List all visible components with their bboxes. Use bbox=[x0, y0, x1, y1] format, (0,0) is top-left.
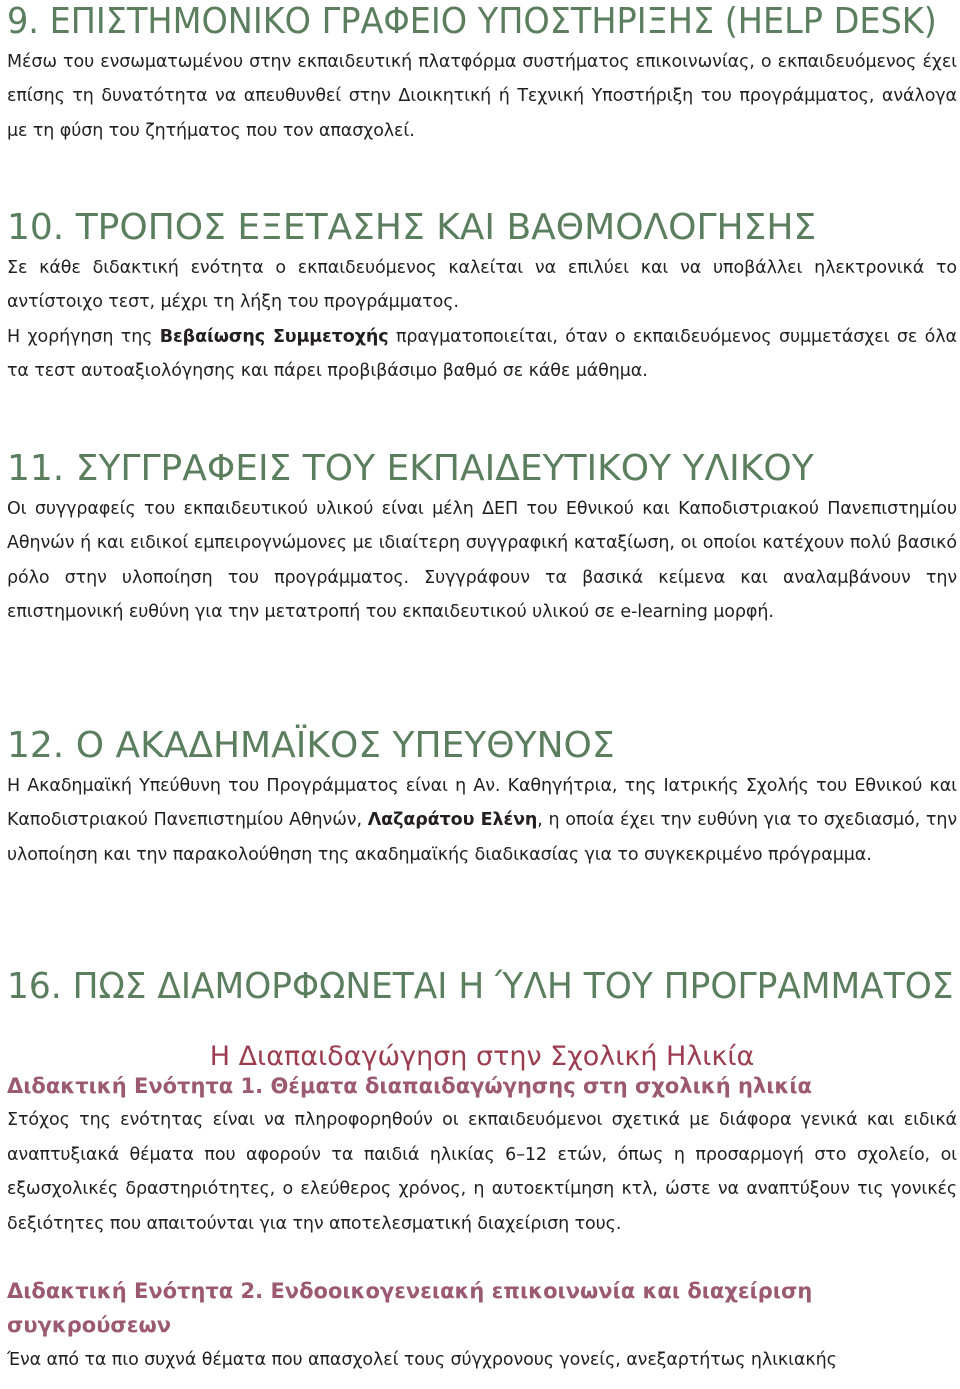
section-authors bbox=[7, 447, 957, 630]
document-page bbox=[7, 0, 957, 1389]
section-heading: 10. ΤΡΟΠΟΣ ΕΞΕΤΑΣΗΣ ΚΑΙ ΒΑΘΜΟΛΟΓΗΣΗΣ bbox=[7, 207, 817, 248]
section-heading: 9. ΕΠΙΣΤΗΜΟΝΙΚΟ ΓΡΑΦΕΙΟ ΥΠΟΣΤΗΡΙΞΗΣ (HELP DESK) bbox=[7, 1, 937, 42]
supervisor-name: Λαζαράτου Ελένη bbox=[367, 810, 538, 831]
certificate-term: Βεβαίωσης Συμμετοχής bbox=[159, 326, 389, 347]
section-paragraph: Μέσω του ενσωματωμένου στην εκπαιδευτική πλατφόρμα συστήματος επικοινωνίας, ο εκπαιδευόμενος έχει επίσης τη δυνατότητα να απευθυνθεί στην Διοικητική ή Τεχνική Υποστήριξη του προγράμματος, ανάλογα με τη φύση του ζητήματος που τον απασχολεί. bbox=[7, 52, 957, 141]
section-exam-grading bbox=[7, 206, 957, 389]
section-paragraph: Σε κάθε διδακτική ενότητα ο εκπαιδευόμενος καλείται να επιλύει και να υποβάλλει ηλεκτρονικά το αντίστοιχο τεστ, μέχρι τη λήξη του προγράμματος. bbox=[7, 258, 957, 313]
unit-1-text: Στόχος της ενότητας είναι να πληροφορηθούν οι εκπαιδευόμενοι σχετικά με διάφορα γενικά και ειδικά αναπτυξιακά θέματα που αφορούν τα παιδιά ηλικίας 6–12 ετών, όπως η προσαρμογή στο σχολείο, οι εξωσχολικές δραστηριότητες, ο ελεύθερος χρόνος, η αυτοεκτίμηση κτλ, ώστε να αναπτύξουν τις γονικές δεξιότητες που απαιτούνται για την αποτελεσματική διαχείριση τους. bbox=[7, 1110, 957, 1234]
unit-2-text: Ένα από τα πιο συχνά θέματα που απασχολεί τους σύγχρονους γονείς, ανεξαρτήτως ηλικιακής bbox=[7, 1349, 837, 1370]
section-help-desk bbox=[7, 0, 957, 148]
section-paragraph: Οι συγγραφείς του εκπαιδευτικού υλικού είναι μέλη ΔΕΠ του Εθνικού και Καποδιστριακού Πανεπιστημίου Αθηνών ή και ειδικοί εμπειρογνώμονες με ιδιαίτερη συγγραφική καταξίωση, οι οποίοι κατέχουν πολύ βασικό ρόλο στην υλοποίηση του προγράμματος. Συγγράφουν τα βασικά κείμενα και αναλαμβάνουν την επιστημονική ευθύνη για την μετατροπή του εκπαιδευτικού υλικού σε e-learning μορφή. bbox=[7, 499, 957, 623]
section-heading: 12. Ο ΑΚΑΔΗΜΑΪΚΟΣ ΥΠΕΥΘΥΝΟΣ bbox=[7, 725, 615, 766]
program-subtitle: Η Διαπαιδαγώγηση στην Σχολική Ηλικία bbox=[209, 1041, 755, 1072]
section-program-content bbox=[7, 965, 957, 1377]
section-paragraph: Η χορήγηση της Βεβαίωσης Συμμετοχής πραγματοποιείται, όταν ο εκπαιδευόμενος συμμετάσχει σε όλα τα τεστ αυτοαξιολόγησης και πάρει προβιβάσιμο βαθμό σε κάθε μάθημα. bbox=[7, 326, 957, 382]
unit-2-title: Διδακτική Ενότητα 2. Ενδοοικογενειακή επικοινωνία και διαχείριση συγκρούσεων bbox=[7, 1279, 813, 1338]
section-paragraph: Η Ακαδημαϊκή Υπεύθυνη του Προγράμματος είναι η Αν. Καθηγήτρια, της Ιατρικής Σχολής του Εθνικού και Καποδιστριακού Πανεπιστημίου Αθηνών, Λαζαράτου Ελένη, η οποία έχει την ευθύνη για το σχεδιασμό, την υλοποίηση και την παρακολούθηση της ακαδημαϊκής διαδικασίας για το συγκεκριμένο πρόγραμμα. bbox=[7, 776, 957, 865]
section-heading: 11. ΣΥΓΓΡΑΦΕΙΣ ΤΟΥ ΕΚΠΑΙΔΕΥΤΙΚΟΥ ΥΛΙΚΟΥ bbox=[7, 448, 814, 489]
unit-1-title: Διδακτική Ενότητα 1. Θέματα διαπαιδαγώγησης στη σχολική ηλικία bbox=[7, 1074, 812, 1098]
section-academic-supervisor bbox=[7, 724, 957, 872]
section-heading: 16. ΠΩΣ ΔΙΑΜΟΡΦΩΝΕΤΑΙ Η ΎΛΗ ΤΟΥ ΠΡΟΓΡΑΜΜΑΤΟΣ bbox=[7, 966, 954, 1007]
